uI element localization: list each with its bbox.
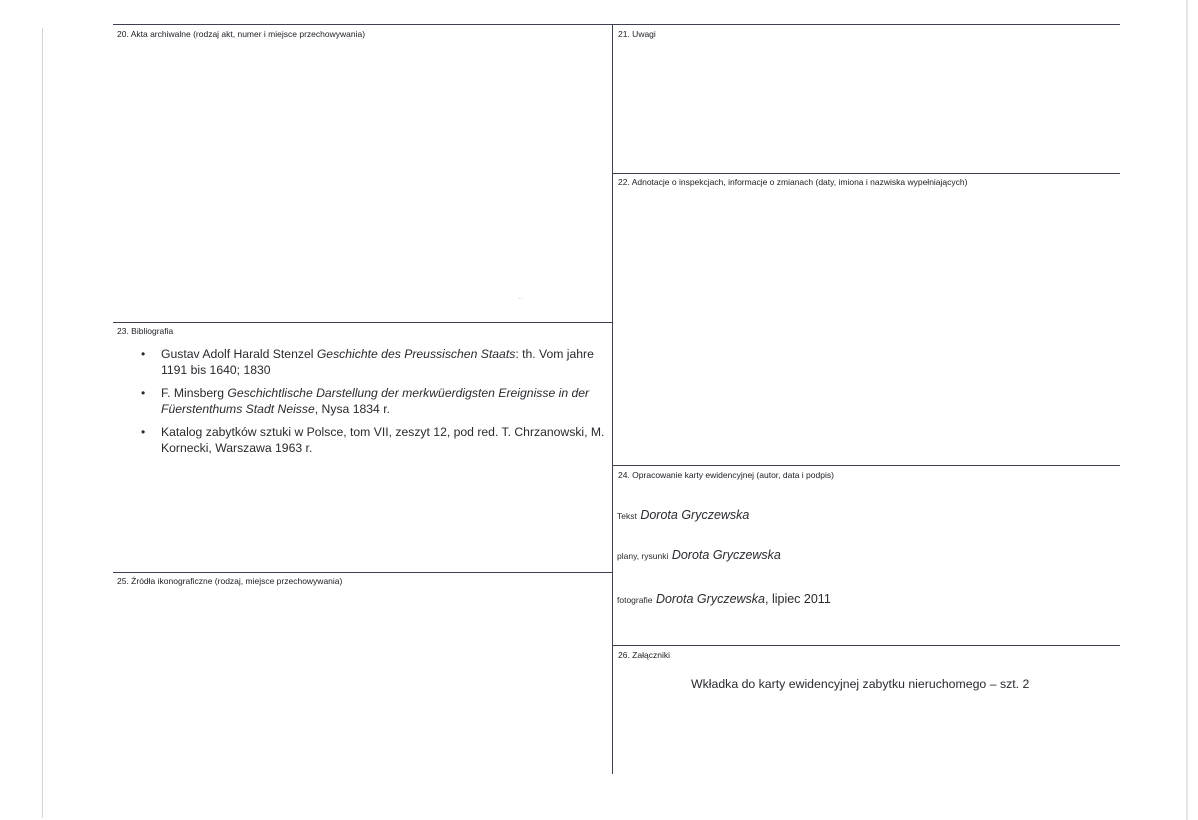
rule-26: [613, 645, 1120, 646]
section-24-label: 24. Opracowanie karty ewidencyjnej (autor, data i podpis): [618, 470, 834, 480]
section-21-label: 21. Uwagi: [618, 29, 656, 39]
scan-speck: ‥: [518, 294, 523, 301]
bibliography-item: • Katalog zabytków sztuki w Polsce, tom VII, zeszyt 12, pod red. T. Chrzanowski, M. Kornecki, Warszawa 1963 r.: [147, 425, 612, 456]
rule-22: [613, 173, 1120, 174]
attachments-content: Wkładka do karty ewidencyjnej zabytku nieruchomego – szt. 2: [691, 677, 1030, 691]
bibliography-item: • F. Minsberg Geschichtlische Darstellung der merkwüerdigsten Ereignisse in der Füerstenthums Stadt Neisse, Nysa 1834 r.: [147, 386, 612, 417]
plans-author-line: plany, rysunki Dorota Gryczewska: [617, 548, 781, 562]
section-22-label: 22. Adnotacje o inspekcjach, informacje o zmianach (daty, imiona i nazwiska wypełniających): [618, 177, 968, 187]
section-23-label: 23. Bibliografia: [117, 326, 174, 336]
photos-author-line: fotografie Dorota Gryczewska, lipiec 2011: [617, 592, 831, 606]
page-left-edge: [42, 28, 43, 818]
section-26-label: 26. Załączniki: [618, 650, 670, 660]
bibliography-item: • Gustav Adolf Harald Stenzel Geschichte des Preussischen Staats: th. Vom jahre 1191 bis 1640; 1830: [147, 347, 612, 378]
text-author-line: Tekst Dorota Gryczewska: [617, 508, 750, 522]
top-rule: [113, 24, 1120, 25]
rule-25: [113, 572, 612, 573]
page-right-edge: [1186, 0, 1188, 820]
rule-23: [113, 322, 612, 323]
section-25-label: 25. Źródła ikonograficzne (rodzaj, miejsce przechowywania): [117, 576, 343, 586]
section-20-label: 20. Akta archiwalne (rodzaj akt, numer i miejsce przechowywania): [117, 29, 366, 39]
bibliography-list: [147, 347, 612, 464]
center-divider: [612, 24, 613, 774]
rule-24: [613, 465, 1120, 466]
